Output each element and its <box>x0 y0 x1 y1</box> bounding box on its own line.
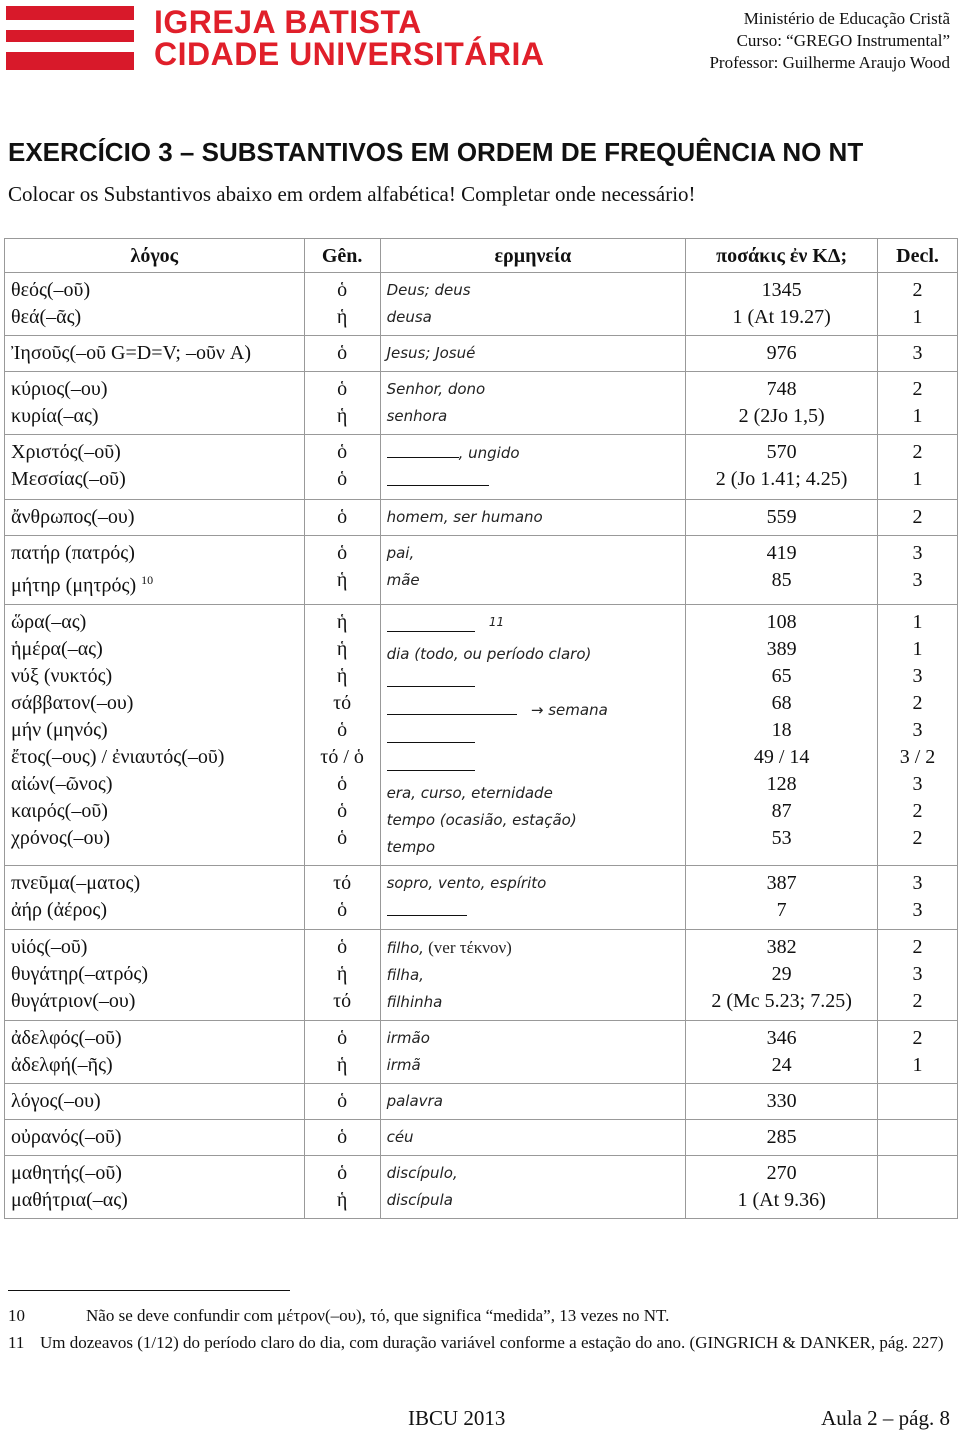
table-cell-text: tempo <box>386 837 435 856</box>
ministry: Ministério de Educação Cristã <box>743 9 950 28</box>
table-cell-text: ὁ <box>337 378 348 400</box>
table-header-row <box>5 239 958 273</box>
table-cell-text: υἱός(–οῦ) <box>11 935 88 958</box>
table-cell-text: era, curso, eternidade <box>386 783 553 802</box>
logo-line-1: IGREJA BATISTA <box>154 4 422 40</box>
table-cell-text: ὁ <box>337 342 348 364</box>
table-row <box>5 500 958 536</box>
table-row <box>5 273 958 336</box>
table-cell-text: 1 <box>912 306 923 328</box>
table-cell-text: τό / ὁ <box>320 745 364 768</box>
table-row <box>5 1083 958 1119</box>
table-cell-text: 1345 <box>761 279 802 301</box>
table-cell-text: θυγάτηρ(–ατρός) <box>11 962 149 985</box>
table-cell-text: αἰών(–ῶνος) <box>11 772 113 795</box>
table-row <box>5 865 958 929</box>
church-logo <box>6 6 544 70</box>
table-cell-text: 270 <box>766 1161 797 1184</box>
table-cell-text <box>387 897 680 925</box>
table-cell-text: 3 <box>912 898 923 921</box>
table-cell-text: θυγάτριον(–ου) <box>11 989 136 1012</box>
table-cell-text: μήτηρ (μητρός) <box>11 574 137 597</box>
table-cell-text: θεός(–οῦ) <box>11 279 91 301</box>
table-row <box>5 1020 958 1083</box>
table-cell-text: ἀδελφή(–ῆς) <box>11 1053 113 1076</box>
table-cell-text: irmã <box>386 1055 421 1074</box>
table-cell-text: 53 <box>771 826 792 849</box>
table-cell-text: ἄνθρωπος(–ου) <box>11 506 135 528</box>
table-cell-text: 1 <box>912 610 923 633</box>
table-cell-text: discípulo, <box>386 1163 458 1182</box>
table-row <box>5 336 958 372</box>
table-cell-text: 1 <box>912 405 923 427</box>
course: Curso: “GREGO Instrumental” <box>736 31 950 50</box>
table-cell-text: céu <box>386 1127 414 1146</box>
table-cell-text: 330 <box>766 1089 797 1112</box>
blank-line <box>387 439 459 458</box>
table-cell-text: pai, <box>386 544 415 562</box>
table-cell-text: 3 / 2 <box>899 745 936 768</box>
table-cell-text: ἡ <box>336 610 348 633</box>
table-cell-text: Jesus; Josué <box>386 344 476 362</box>
nouns-table <box>4 238 958 1219</box>
footnote: 11 Um dozeavos (1/12) do período claro do dia, com duração variável conforme a estação do ano. (GINGRICH & DANKER, pág. 227) <box>8 1333 944 1352</box>
footer-right: Aula 2 – pág. 8 <box>821 1406 950 1430</box>
table-cell-text <box>11 567 298 600</box>
table-cell-text: 285 <box>766 1125 797 1148</box>
table-cell-text: ὁ <box>337 772 348 795</box>
blank-line <box>387 613 475 632</box>
table-cell-text: 1 <box>912 637 923 660</box>
footnotes <box>8 1302 948 1356</box>
blank-line <box>387 696 517 715</box>
table-cell-text <box>387 724 680 752</box>
table-cell-text: ὁ <box>337 468 348 490</box>
table-cell-text: filhinha <box>386 992 443 1011</box>
table-cell-text: 29 <box>771 962 792 985</box>
table-row <box>5 536 958 605</box>
table-cell-text: ὁ <box>337 542 348 564</box>
table-cell-text: 85 <box>771 569 792 591</box>
table-cell-text: filho, <box>386 938 424 957</box>
table-cell-text: , ungido <box>458 444 520 462</box>
table-cell-text: ἡ <box>336 405 348 427</box>
blank-line <box>387 897 467 916</box>
table-cell-text: μήν (μηνός) <box>11 718 108 741</box>
table-cell-text: 3 <box>912 664 923 687</box>
table-cell-text: 976 <box>766 342 797 364</box>
table-cell-text: 389 <box>766 637 797 660</box>
table-cell-text: ὁ <box>337 799 348 822</box>
header-meaning: ερμηνεία <box>380 239 686 273</box>
table-cell-text: 87 <box>771 799 792 822</box>
table-cell-text: νύξ (νυκτός) <box>11 664 113 687</box>
instructions: Colocar os Substantivos abaixo em ordem alfabética! Completar onde necessário! <box>8 182 696 206</box>
table-cell-text: μαθητής(–οῦ) <box>11 1161 122 1184</box>
table-cell-text: 3 <box>912 569 923 591</box>
table-row <box>5 435 958 500</box>
footnote: 10 Não se deve confundir com μέτρον(–ου), τό, que significa “medida”, 13 vezes no NT. <box>8 1306 670 1325</box>
footnote-divider <box>8 1290 290 1291</box>
table-cell-text: ἀδελφός(–οῦ) <box>11 1026 122 1049</box>
table-cell-text: 3 <box>912 342 923 364</box>
table-cell-text: dia (todo, ou período claro) <box>386 644 592 663</box>
table-cell-text: ὁ <box>337 1026 348 1049</box>
table-cell-text: 65 <box>771 664 792 687</box>
table-cell-text: Ἰησοῦς(–οῦ G=D=V; –οῦν A) <box>11 342 252 364</box>
table-cell-text: ὁ <box>337 1089 348 1112</box>
table-cell-text: ὁ <box>337 935 348 958</box>
header-count: ποσάκις ἐν ΚΔ; <box>686 239 878 273</box>
table-cell-text <box>387 609 680 641</box>
table-cell-text: ἡ <box>336 637 348 660</box>
table-cell-text: 1 (At 19.27) <box>732 306 831 328</box>
table-row <box>5 372 958 435</box>
blank-line <box>387 467 489 486</box>
table-cell-text: deusa <box>386 308 432 326</box>
table-cell-text <box>387 934 680 962</box>
table-cell-text: 2 <box>912 799 923 822</box>
table-cell-text: 387 <box>766 871 797 894</box>
table-cell-text: 2 <box>912 826 923 849</box>
professor: Professor: Guilherme Araujo Wood <box>709 53 950 72</box>
table-cell-text: θεά(–ᾶς) <box>11 306 82 328</box>
table-cell-text: 748 <box>766 378 797 400</box>
table-cell-text <box>387 467 680 495</box>
table-cell-text: τό <box>333 989 352 1012</box>
table-cell-text: ἡ <box>336 569 348 591</box>
table-cell-text: 3 <box>912 962 923 985</box>
table-cell-text: μαθήτρια(–ας) <box>11 1188 128 1211</box>
table-cell-text: 68 <box>771 691 792 714</box>
table-cell-text: 382 <box>766 935 797 958</box>
blank-line <box>387 668 475 687</box>
logo-mark-icon <box>6 6 134 70</box>
table-cell-text: πνεῦμα(–ματος) <box>11 871 141 894</box>
table-cell-text <box>387 696 680 724</box>
table-cell-text: 3 <box>912 871 923 894</box>
footnote-ref: 11 <box>488 614 505 629</box>
footnote-ref: 10 <box>141 573 154 587</box>
table-cell-text: sopro, vento, espírito <box>386 873 547 892</box>
table-cell-text: palavra <box>386 1091 443 1110</box>
table-cell-text: ἡ <box>336 1053 348 1076</box>
table-cell-text: ὁ <box>337 506 348 528</box>
table-cell-text: senhora <box>386 407 448 425</box>
table-row <box>5 929 958 1020</box>
table-cell-text: discípula <box>386 1190 453 1209</box>
table-cell-text: → semana <box>530 700 608 719</box>
table-cell-text: 3 <box>912 772 923 795</box>
table-row <box>5 1119 958 1155</box>
table-cell-text: 3 <box>912 542 923 564</box>
page-title: EXERCÍCIO 3 – SUBSTANTIVOS EM ORDEM DE FREQUÊNCIA NO NT <box>8 137 864 167</box>
table-cell-text: 1 <box>912 468 923 490</box>
table-cell-text: 1 <box>912 1053 923 1076</box>
table-cell-text: (ver τέκνον) <box>423 937 512 957</box>
table-cell-text: irmão <box>386 1028 430 1047</box>
blank-line <box>387 752 475 771</box>
header-info <box>709 8 950 74</box>
table-cell-text: 2 <box>912 441 923 463</box>
table-cell-text: Μεσσίας(–οῦ) <box>11 468 126 490</box>
table-cell-text: ὁ <box>337 898 348 921</box>
table-cell-text: σάββατον(–ου) <box>11 691 134 714</box>
table-cell-text: ὁ <box>337 279 348 301</box>
header-gender: Gên. <box>304 239 380 273</box>
table-cell-text: homem, ser humano <box>386 508 543 526</box>
blank-line <box>387 724 475 743</box>
table-cell-text: κύριος(–ου) <box>11 378 108 400</box>
footer-left: IBCU 2013 <box>408 1406 506 1430</box>
table-cell-text: 2 <box>912 506 923 528</box>
table-row <box>5 604 958 865</box>
table-cell-text: 24 <box>771 1053 792 1076</box>
table-cell-text: 128 <box>766 772 797 795</box>
table-cell-text: 419 <box>766 542 797 564</box>
table-cell-text: κυρία(–ας) <box>11 405 99 427</box>
header-word: λόγος <box>5 239 305 273</box>
table-cell-text: ἡ <box>336 306 348 328</box>
table-cell-text: 2 (Jo 1.41; 4.25) <box>715 468 848 490</box>
table-cell-text: ὁ <box>337 441 348 463</box>
logo-line-2: CIDADE UNIVERSITÁRIA <box>154 36 545 72</box>
table-cell-text: ὁ <box>337 1125 348 1148</box>
table-cell-text: χρόνος(–ου) <box>11 826 111 849</box>
table-cell-text: 7 <box>776 898 787 921</box>
table-cell-text: 2 <box>912 279 923 301</box>
table-cell-text <box>387 668 680 696</box>
table-cell-text: ἡ <box>336 1188 348 1211</box>
table-cell-text: 2 <box>912 989 923 1012</box>
table-cell-text: τό <box>333 871 352 894</box>
table-cell-text: mãe <box>386 571 420 589</box>
table-cell-text: καιρός(–οῦ) <box>11 799 108 822</box>
table-cell-text: Senhor, dono <box>386 380 486 398</box>
table-cell-text: 2 <box>912 691 923 714</box>
table-cell-text: λόγος(–ου) <box>11 1089 101 1112</box>
table-cell-text: ἡμέρα(–ας) <box>11 637 103 660</box>
table-cell-text: 2 <box>912 378 923 400</box>
table-cell-text: Χριστός(–οῦ) <box>11 441 121 463</box>
table-cell-text: filha, <box>386 965 424 984</box>
table-cell-text: ἀήρ (ἀέρος) <box>11 898 108 921</box>
table-cell-text: 559 <box>766 506 797 528</box>
table-cell-text: οὐρανός(–οῦ) <box>11 1125 122 1148</box>
table-cell-text: ἡ <box>336 962 348 985</box>
table-cell-text: ὁ <box>337 1161 348 1184</box>
table-cell-text: 108 <box>766 610 797 633</box>
table-cell-text: 2 <box>912 1026 923 1049</box>
table-cell-text: ἡ <box>336 664 348 687</box>
table-cell-text: 49 / 14 <box>753 745 810 768</box>
table-cell-text: τό <box>333 691 352 714</box>
table-cell-text: 346 <box>766 1026 797 1049</box>
table-cell-text: 1 (At 9.36) <box>737 1188 826 1211</box>
table-cell-text: 3 <box>912 718 923 741</box>
table-cell-text: tempo (ocasião, estação) <box>386 810 577 829</box>
table-cell-text: 2 (Mc 5.23; 7.25) <box>711 989 852 1012</box>
table-cell-text: ἔτος(–ους) / ἐνιαυτός(–οῦ) <box>11 745 225 768</box>
table-cell-text <box>387 752 680 780</box>
table-cell-text: 570 <box>766 441 797 463</box>
table-cell-text: 2 <box>912 935 923 958</box>
table-cell-text: ὥρα(–ας) <box>11 610 87 633</box>
table-cell-text <box>387 439 680 467</box>
header-decl: Decl. <box>878 239 958 273</box>
table-cell-text: 18 <box>771 718 792 741</box>
table-row <box>5 1155 958 1218</box>
table-cell-text: ὁ <box>337 718 348 741</box>
table-cell-text: πατήρ (πατρός) <box>11 542 135 564</box>
table-cell-text: ὁ <box>337 826 348 849</box>
table-cell-text: 2 (2Jo 1,5) <box>738 405 825 427</box>
table-cell-text: Deus; deus <box>386 281 471 299</box>
